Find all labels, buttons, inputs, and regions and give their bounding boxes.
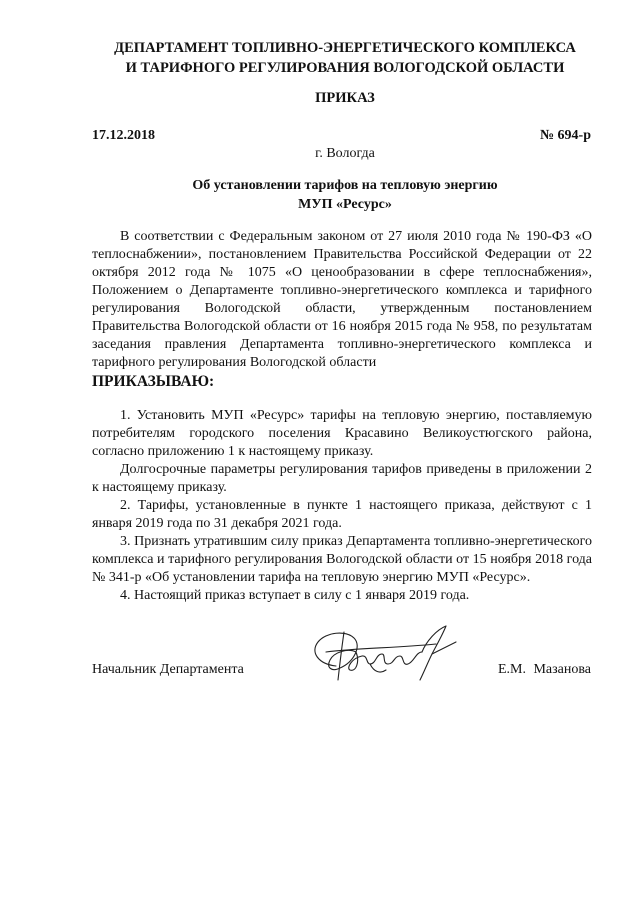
- order-items: [92, 407, 592, 605]
- order-item-3: 3. Признать утратившим силу приказ Департамента топливно-энергетического комплекса и тарифного регулирования Вологодской области от 15 ноября 2018 года № 341-р «Об установлении тарифа на тепловую энергию МУП «Ресурс».: [92, 534, 592, 585]
- order-subject: [60, 176, 630, 214]
- subject-line-2: МУП «Ресурс»: [298, 197, 392, 212]
- preamble-paragraph: В соответствии с Федеральным законом от 27 июля 2010 года № 190-ФЗ «О теплоснабжении», постановлением Правительства Российской Федерации от 22 октября 2012 года № 1075 «О ценообразовании в сфере теплоснабжения», Положением о Департаменте топливно-энергетического комплекса и тарифного регулирования Вологодской области, утвержденным постановлением Правительства Вологодской области от 16 ноября 2015 года № 958, по результатам заседания правления Департамента топливно-энергетического комплекса и тарифного регулирования Вологодской области: [92, 229, 592, 370]
- order-item-1: 1. Установить МУП «Ресурс» тарифы на тепловую энергию, поставляемую потребителям городского поселения Красавино Великоустюгского района, согласно приложению 1 к настоящему приказу.: [92, 408, 592, 459]
- order-date: 17.12.2018: [92, 128, 155, 143]
- signer-name: Е.М. Мазанова: [497, 662, 591, 677]
- department-header: [60, 38, 630, 78]
- command-word: ПРИКАЗЫВАЮ:: [92, 373, 215, 390]
- order-body: [92, 228, 592, 605]
- header-line-2: И ТАРИФНОГО РЕГУЛИРОВАНИЯ ВОЛОГОДСКОЙ ОБЛАСТИ: [125, 60, 565, 76]
- order-number: № 694-р: [539, 128, 591, 143]
- order-item-1-note: Долгосрочные параметры регулирования тарифов приведены в приложении 2 к настоящему приказу.: [92, 462, 592, 495]
- order-item-2: 2. Тарифы, установленные в пункте 1 настоящего приказа, действуют с 1 января 2019 года по 31 декабря 2021 года.: [92, 498, 592, 531]
- order-item-4: 4. Настоящий приказ вступает в силу с 1 января 2019 года.: [120, 588, 470, 603]
- order-title: ПРИКАЗ: [315, 90, 375, 106]
- order-city: г. Вологда: [315, 146, 375, 161]
- signer-position: Начальник Департамента: [92, 662, 244, 677]
- handwritten-signature: [296, 622, 472, 684]
- header-line-1: ДЕПАРТАМЕНТ ТОПЛИВНО-ЭНЕРГЕТИЧЕСКОГО КОМПЛЕКСА: [114, 40, 576, 56]
- subject-line-1: Об установлении тарифов на тепловую энергию: [192, 178, 498, 193]
